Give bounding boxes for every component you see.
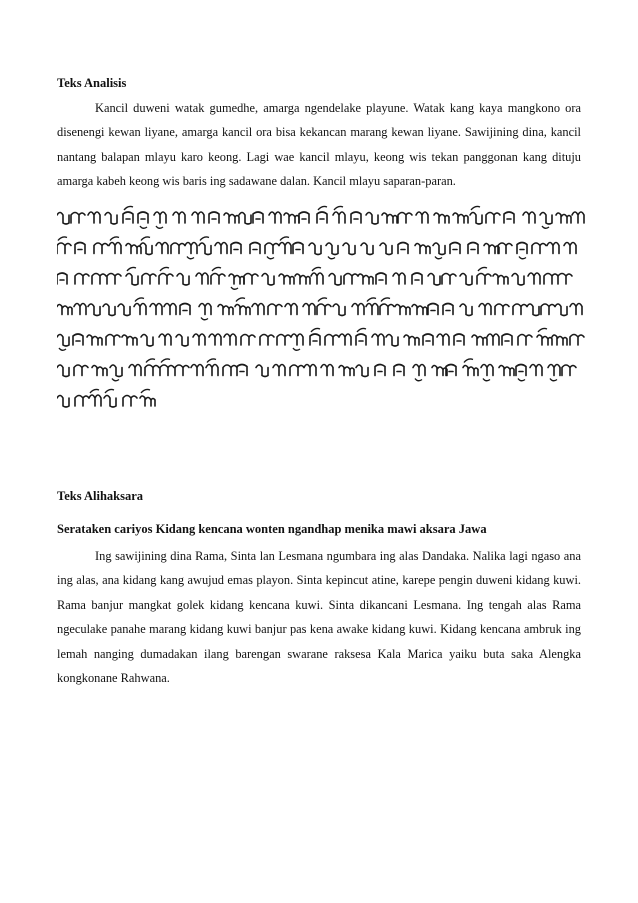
javanese-glyph [352, 304, 364, 315]
javanese-glyph [104, 396, 116, 408]
javanese-glyph [57, 396, 69, 408]
javanese-glyph [325, 335, 339, 346]
javanese-glyph [333, 304, 345, 316]
javanese-diacritic [207, 359, 216, 363]
javanese-diacritic [318, 298, 327, 302]
javanese-diacritic [471, 206, 480, 210]
javanese-glyph [376, 273, 386, 284]
javanese-glyph [173, 212, 185, 223]
javanese-glyph [176, 335, 188, 347]
javanese-glyph [57, 335, 69, 347]
javanese-glyph [361, 243, 373, 255]
javanese-glyph [432, 366, 447, 376]
javanese-diacritic [267, 257, 274, 259]
javanese-glyph [268, 304, 282, 315]
javanese-glyph [290, 365, 304, 376]
alihaksara-paragraph [57, 544, 581, 690]
javanese-glyph [122, 335, 137, 345]
javanese-diacritic [90, 389, 99, 393]
javanese-glyph [88, 304, 100, 316]
javanese-diacritic [312, 267, 321, 271]
javanese-glyph [513, 304, 527, 315]
javanese-glyph [142, 274, 156, 285]
javanese-diacritic [334, 206, 343, 210]
javanese-glyph [428, 274, 440, 286]
javanese-glyph [309, 243, 321, 255]
javanese-glyph [253, 212, 263, 223]
javanese-glyph [177, 274, 189, 286]
javanese-glyph [156, 243, 168, 254]
analysis-paragraph [57, 96, 581, 194]
javanese-glyph [498, 243, 512, 254]
javanese-glyph [123, 396, 137, 407]
javanese-glyph [126, 274, 138, 286]
javanese-glyph [570, 304, 582, 315]
javanese-glyph [164, 304, 176, 315]
javanese-diacritic [161, 359, 170, 363]
alihaksara-paragraph-text: Ing sawijining dina Rama, Sinta lan Lesmana ngumbara ing alas Dandaka. Nalika lagi ngaso ana ing alas, ana kidang kang awujud emas playon. Sinta kepincut atine, karepe pengin duweni kidang kuwi. Rama banjur mangkat golek kidang kencana kuwi. Sinta dikancani Lesmana. Ing tengah alas Rama ngeculake panahe marang kidang kuwi banjur pas kena awake kidang kuwi. Kidang kencana ambruk ing lemah nanging dumadakan ilang barengan swarane raksesa Kala Marica yaiku buta saka Alengka kongkonane Rahwana. [57, 549, 581, 686]
javanese-glyph [460, 304, 472, 316]
javanese-glyph [434, 213, 449, 223]
javanese-glyph [159, 274, 173, 285]
javanese-glyph [343, 243, 355, 255]
javanese-glyph [284, 213, 299, 223]
javanese-glyph [572, 212, 584, 223]
javanese-glyph [237, 365, 247, 376]
javanese-glyph [140, 396, 155, 406]
javanese-glyph [175, 365, 189, 376]
javanese-glyph [437, 334, 449, 345]
javanese-glyph [145, 365, 159, 376]
javanese-diacritic [478, 267, 487, 271]
javanese-glyph [129, 365, 141, 376]
javanese-glyph [260, 335, 274, 346]
javanese-glyph [239, 213, 251, 225]
javanese-glyph [356, 365, 368, 377]
javanese-glyph [321, 365, 333, 376]
javanese-glyph [224, 213, 239, 223]
javanese-glyph [453, 213, 468, 223]
javanese-glyph [564, 243, 576, 254]
javanese-glyph [394, 365, 404, 376]
javanese-glyph [366, 304, 378, 315]
javanese-glyph [75, 274, 89, 285]
section-subtitle: Serataken cariyos Kidang kencana wonten ngandhap menika mawi aksara Jawa [57, 522, 487, 536]
javanese-glyph [460, 274, 472, 286]
javanese-glyph [433, 243, 445, 255]
javanese-glyph [380, 243, 392, 255]
javanese-glyph [380, 304, 394, 315]
javanese-glyph [92, 366, 107, 376]
javanese-glyph [544, 274, 558, 285]
javanese-glyph [468, 243, 478, 254]
javanese-glyph [206, 365, 218, 376]
javanese-diacritic [127, 267, 136, 271]
javanese-glyph [344, 274, 358, 285]
javanese-glyph [486, 213, 500, 224]
javanese-glyph [57, 305, 72, 315]
javanese-glyph [138, 212, 148, 223]
javanese-glyph [317, 212, 327, 223]
javanese-diacritic [140, 226, 147, 228]
javanese-glyph [262, 274, 274, 286]
javanese-glyph [277, 335, 291, 346]
javanese-diacritic [200, 237, 209, 241]
javanese-glyph [150, 304, 162, 315]
javanese-glyph [527, 304, 539, 316]
javanese-glyph [413, 365, 425, 376]
javanese-glyph [295, 274, 310, 284]
javanese-glyph [484, 244, 499, 254]
javanese-glyph [450, 243, 460, 254]
javanese-glyph [404, 335, 419, 345]
javanese-glyph [109, 243, 121, 254]
javanese-glyph [224, 334, 236, 345]
javanese-diacritic [357, 328, 366, 332]
javanese-glyph [209, 212, 219, 223]
javanese-glyph [159, 334, 171, 345]
analysis-paragraph-text: Kancil duweni watak gumedhe, amarga ngendelake playune. Watak kang kaya mangkono ora disenengi kewan liyane, amarga kancil ora bisa kekancan marang kewan liyane. Sawijining dina, kancil nantang balapan mlayu karo keong. Lagi wae kancil mlayu, keong wis tekan panggonan kang dituju amarga kabeh keong wis baris ing sadawane dalan. Kancil mlayu saparan-paran. [57, 101, 581, 189]
javanese-glyph [265, 243, 279, 254]
javanese-glyph [415, 244, 430, 254]
javanese-glyph [547, 243, 559, 254]
javanese-glyph [339, 334, 351, 345]
javanese-glyph [541, 304, 555, 315]
javanese-diacritic [236, 298, 245, 302]
javanese-glyph [339, 366, 354, 376]
javanese-glyph [218, 305, 233, 315]
javanese-diacritic [112, 379, 119, 381]
javanese-diacritic [156, 226, 163, 228]
javanese-diacritic [483, 379, 490, 381]
javanese-diacritic [542, 226, 549, 228]
section-heading-alihaksara: Teks Alihaksara [57, 489, 144, 503]
javanese-glyph [442, 274, 456, 285]
javanese-glyph [107, 274, 121, 285]
javanese-glyph [329, 274, 341, 286]
javanese-glyph [356, 334, 366, 345]
javanese-glyph [160, 365, 174, 376]
javanese-diacritic [318, 206, 327, 210]
javanese-glyph [470, 213, 482, 225]
javanese-glyph [57, 213, 69, 225]
javanese-diacritic [231, 287, 238, 289]
javanese-glyph [87, 335, 102, 345]
javanese-glyph [192, 212, 204, 223]
javanese-diacritic [187, 257, 194, 259]
javanese-glyph [185, 243, 197, 254]
javanese-diacritic [212, 267, 221, 271]
javanese-diacritic [135, 298, 144, 302]
javanese-glyph [191, 365, 203, 376]
javanese-glyph [502, 334, 512, 345]
javanese-glyph [530, 365, 542, 376]
javanese-glyph [540, 213, 552, 225]
javanese-diacritic [280, 237, 289, 241]
javanese-diacritic [293, 348, 300, 350]
javanese-glyph [382, 213, 397, 223]
javanese-diacritic [105, 389, 114, 393]
javanese-glyph [105, 213, 117, 225]
javanese-glyph [454, 334, 464, 345]
javanese-glyph [512, 274, 524, 286]
javanese-glyph [412, 273, 422, 284]
javanese-glyph [57, 273, 67, 284]
javanese-glyph [126, 244, 141, 254]
javanese-glyph [412, 305, 427, 315]
javanese-script-block [57, 205, 587, 430]
javanese-diacritic [464, 359, 473, 363]
javanese-diacritic [160, 267, 169, 271]
javanese-glyph [273, 365, 285, 376]
javanese-glyph [472, 335, 487, 345]
javanese-glyph [495, 304, 509, 315]
javanese-glyph [193, 334, 205, 345]
javanese-glyph [528, 273, 540, 284]
javanese-glyph [199, 243, 211, 255]
javanese-script-glyphs [57, 205, 587, 430]
javanese-diacritic [328, 257, 335, 259]
javanese-glyph [180, 304, 190, 315]
javanese-glyph [552, 335, 567, 345]
javanese-glyph [479, 304, 491, 315]
javanese-glyph [134, 304, 146, 315]
javanese-glyph [443, 304, 453, 315]
javanese-glyph [73, 334, 83, 345]
javanese-glyph [372, 334, 384, 345]
javanese-glyph [57, 243, 71, 254]
javanese-glyph [199, 304, 211, 315]
javanese-diacritic [538, 328, 547, 332]
javanese-glyph [393, 273, 405, 284]
javanese-glyph [110, 365, 122, 377]
javanese-glyph [141, 335, 153, 347]
javanese-glyph [196, 273, 208, 284]
javanese-glyph [518, 335, 532, 346]
javanese-diacritic [201, 318, 208, 320]
javanese-glyph [229, 274, 244, 284]
javanese-glyph [106, 335, 120, 346]
javanese-glyph [74, 365, 88, 376]
javanese-diacritic [141, 237, 150, 241]
javanese-glyph [477, 274, 491, 285]
javanese-glyph [423, 334, 433, 345]
javanese-glyph [285, 304, 297, 315]
javanese-glyph [299, 212, 309, 223]
javanese-glyph [154, 212, 166, 223]
javanese-glyph [517, 243, 527, 254]
javanese-glyph [398, 213, 412, 224]
javanese-glyph [118, 304, 130, 316]
javanese-glyph [326, 243, 338, 255]
javanese-glyph [75, 396, 89, 407]
javanese-glyph [333, 212, 345, 223]
javanese-diacritic [367, 298, 376, 302]
javanese-glyph [562, 365, 576, 376]
javanese-glyph [487, 334, 499, 345]
javanese-glyph [231, 243, 241, 254]
javanese-glyph [252, 304, 264, 315]
javanese-glyph [516, 365, 526, 376]
javanese-glyph [310, 334, 320, 345]
javanese-glyph [395, 305, 410, 315]
javanese-glyph [311, 273, 323, 284]
javanese-glyph [89, 395, 101, 406]
javanese-glyph [398, 243, 408, 254]
javanese-glyph [386, 335, 398, 347]
javanese-glyph [75, 243, 85, 254]
javanese-glyph [209, 334, 221, 345]
javanese-glyph [103, 304, 115, 316]
javanese-diacritic [415, 379, 422, 381]
javanese-glyph [279, 243, 291, 254]
javanese-glyph [523, 212, 535, 223]
javanese-diacritic [519, 257, 526, 259]
javanese-glyph [92, 274, 106, 285]
javanese-glyph [215, 243, 227, 254]
javanese-glyph [304, 365, 316, 376]
javanese-glyph [94, 243, 108, 254]
javanese-glyph [570, 335, 584, 346]
javanese-diacritic [435, 257, 442, 259]
javanese-glyph [269, 212, 281, 223]
javanese-glyph [223, 365, 237, 376]
javanese-glyph [428, 304, 438, 315]
javanese-diacritic [550, 379, 557, 381]
javanese-glyph [293, 243, 303, 254]
javanese-glyph [481, 365, 493, 376]
javanese-glyph [537, 335, 552, 345]
javanese-diacritic [124, 206, 133, 210]
section-heading-analisis: Teks Analisis [57, 76, 127, 90]
javanese-diacritic [141, 389, 150, 393]
javanese-glyph [279, 274, 294, 284]
javanese-diacritic [311, 328, 320, 332]
javanese-glyph [463, 366, 478, 376]
javanese-glyph [211, 274, 225, 285]
javanese-glyph [88, 212, 100, 223]
javanese-glyph [57, 365, 69, 377]
javanese-glyph [416, 212, 428, 223]
javanese-diacritic [518, 379, 525, 381]
javanese-glyph [493, 274, 508, 284]
javanese-glyph [558, 274, 572, 285]
javanese-diacritic [59, 348, 66, 350]
javanese-glyph [317, 304, 331, 315]
javanese-glyph [366, 213, 378, 225]
javanese-glyph [375, 365, 385, 376]
javanese-glyph [351, 212, 361, 223]
javanese-glyph [548, 365, 560, 376]
javanese-diacritic [58, 237, 67, 241]
javanese-diacritic [146, 359, 155, 363]
javanese-glyph [71, 213, 85, 224]
javanese-glyph [532, 243, 546, 254]
javanese-glyph [241, 335, 255, 346]
javanese-glyph [303, 304, 315, 315]
javanese-glyph [244, 274, 258, 285]
javanese-glyph [256, 365, 268, 377]
javanese-glyph [555, 304, 567, 316]
javanese-glyph [123, 212, 133, 223]
javanese-glyph [74, 304, 86, 315]
javanese-glyph [250, 243, 260, 254]
javanese-glyph [504, 212, 514, 223]
javanese-diacritic [110, 237, 119, 241]
javanese-glyph [499, 366, 514, 376]
javanese-glyph [291, 334, 303, 345]
javanese-glyph [556, 213, 571, 223]
javanese-glyph [235, 305, 250, 315]
javanese-glyph [358, 274, 373, 284]
javanese-glyph [171, 243, 185, 254]
javanese-diacritic [381, 298, 390, 302]
